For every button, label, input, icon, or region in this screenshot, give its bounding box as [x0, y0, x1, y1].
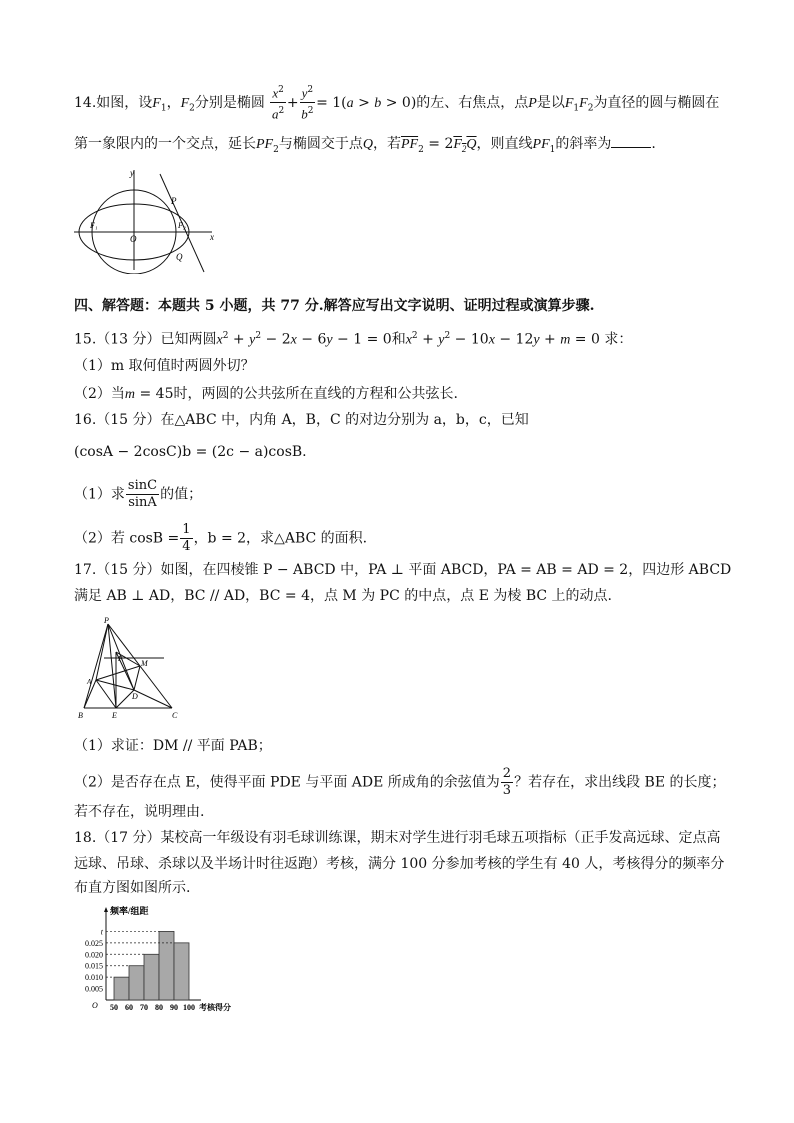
label-f2: F₂ — [178, 221, 186, 230]
ellipse-frac-y: $\frac{y^2}{b^2}$ — [300, 82, 316, 124]
label-f1: F₁ — [90, 221, 98, 230]
q17-text: （2）是否存在点 E，使得平面 PDE 与平面 ADE 所成角的余弦值为 — [74, 774, 500, 791]
x-tick-label: 90 — [170, 1003, 178, 1012]
edge-pb — [84, 624, 108, 708]
q14-text: 14.如图，设 — [74, 94, 153, 111]
q16-frac-den: 4 — [182, 539, 191, 554]
histogram-bar — [129, 966, 144, 1000]
q14-text: 的斜率为 — [555, 136, 612, 152]
q15-text: 求： — [604, 331, 633, 348]
edge-dm — [134, 666, 140, 690]
edge-pe — [108, 624, 116, 708]
q14-text: . — [651, 136, 656, 152]
q15-part2: （2）当m = 45时，两圆的公共弦所在直线的方程和公共弦长. — [74, 386, 458, 402]
y-tick-label: t — [100, 927, 103, 937]
q16-part2 — [74, 522, 367, 555]
histogram-bar — [114, 977, 129, 1000]
q17-part2 — [74, 766, 726, 799]
label-c: C — [172, 711, 178, 720]
q16-equation: (cosA − 2cosC)b = (2c − a)cosB. — [74, 444, 307, 460]
x-tick-label: 80 — [155, 1003, 163, 1012]
q16-stem: 16.（15 分）在△ABC 中，内角 A，B，C 的对边分别为 a，b，c，已知 — [74, 412, 529, 428]
label-y: y — [130, 168, 134, 178]
q14-text: 为直径的圆与椭圆在 — [593, 94, 720, 111]
label-p: P — [104, 616, 109, 625]
label-x: x — [210, 232, 214, 242]
histogram-bar — [144, 954, 159, 1000]
q15-part1: （1）m 取何值时两圆外切？ — [74, 358, 255, 374]
label-a: A — [87, 678, 92, 686]
q14-text: 与椭圆交于点 — [278, 136, 363, 152]
x-tick-label: 60 — [125, 1003, 133, 1012]
q15-text: 时，两圆的公共弦所在直线的方程和公共弦长. — [173, 386, 458, 402]
q15-text: （2）当 — [74, 386, 125, 402]
q14-text: 的左、右焦点，点 — [416, 94, 529, 111]
q18-stem3: 布直方图如图所示. — [74, 880, 191, 896]
pyramid-figure — [74, 614, 184, 724]
ellipse-circle-figure — [72, 166, 222, 274]
q16-frac — [126, 478, 159, 511]
label-e: E — [112, 711, 117, 720]
label-o: O — [130, 234, 137, 244]
ellipse-frac-x: $\frac{x^2}{a^2}$ — [270, 82, 286, 124]
label-q: Q — [176, 252, 183, 262]
q16-frac-num: sinC — [127, 478, 158, 493]
q16-text: 的值； — [160, 486, 203, 503]
label-b: B — [78, 711, 83, 720]
y-tick-label: 0.010 — [85, 973, 103, 983]
q18-stem2: 远球、吊球、杀球以及半场计时往返跑）考核，满分 100 分参加考核的学生有 40 人，考核得分的频率分 — [74, 856, 725, 872]
q15-text: 和 — [391, 331, 406, 348]
x-tick-label: 50 — [110, 1003, 118, 1012]
q16-part1 — [74, 478, 202, 511]
q14-text: 第一象限内的一个交点，延长 — [74, 136, 256, 152]
q14-text: ，则直线 — [476, 136, 533, 152]
histogram-bar — [174, 943, 189, 1000]
q14-text: ，若 — [372, 136, 401, 152]
q17-frac-num: 2 — [502, 766, 512, 781]
edge-dc — [134, 690, 172, 708]
q17-part1: （1）求证：DM // 平面 PAB； — [74, 738, 272, 754]
q16-text: （1）求 — [74, 486, 125, 503]
label-d: D — [132, 692, 138, 701]
y-axis-arrow — [104, 907, 108, 912]
answer-blank — [611, 135, 651, 148]
y-tick-label: 0.025 — [85, 938, 103, 948]
y-tick-label: 0.005 — [85, 984, 103, 994]
y-tick-label: 0.020 — [85, 950, 103, 960]
histogram-bar — [159, 931, 174, 1000]
q17-stem1: 17.（15 分）如图，在四棱锥 P − ABCD 中，PA ⊥ 平面 ABCD，PA = AB = AD = 2，四边形 ABCD — [74, 562, 732, 578]
label-m: M — [141, 659, 148, 668]
q17-stem2: 满足 AB ⊥ AD，BC // AD，BC = 4，点 M 为 PC 的中点，点 E 为棱 BC 上的动点. — [74, 588, 612, 604]
q17-part2-cont: 若不存在，说明理由. — [74, 804, 205, 820]
q16-frac2 — [180, 522, 192, 555]
x-axis-label: 考核得分 — [199, 1003, 231, 1012]
origin-label: O — [92, 1001, 98, 1010]
q16-frac-den: sinA — [128, 495, 157, 510]
q17-text: ？若存在，求出线段 BE 的长度； — [514, 774, 726, 791]
y-tick-label: 0.015 — [85, 961, 103, 971]
q14-text: 分别是椭圆 — [194, 94, 265, 111]
q14-line1: 14.如图，设$F_1$，$F_2$分别是椭圆 $\frac{x^2}{a^2}$ + $\frac{y^2}{b^2}$ = 1(a > b > 0)的左、右焦点，点P是以$F_1F_2$为直径的圆与椭圆在 — [74, 82, 719, 124]
y-axis-label: 频率/组距 — [110, 906, 149, 916]
x-tick-label: 100 — [183, 1003, 195, 1012]
frequency-histogram — [70, 902, 260, 1018]
q15-text: 15.（13 分）已知两圆 — [74, 331, 217, 348]
q16-text: ，b = 2，求△ABC 的面积. — [193, 530, 368, 547]
x-tick-label: 70 — [140, 1003, 148, 1012]
section-title: 四、解答题：本题共 5 小题，共 77 分.解答应写出文字说明、证明过程或演算步骤. — [74, 298, 595, 314]
q16-frac-num: 1 — [182, 522, 191, 537]
q18-stem1: 18.（17 分）某校高一年级设有羽毛球训练课，期末对学生进行羽毛球五项指标（正手发高远球、定点高 — [74, 830, 721, 846]
label-f: F — [118, 655, 123, 663]
label-p: P — [171, 196, 177, 206]
q17-frac — [501, 766, 513, 799]
edge-pa — [96, 624, 108, 680]
q17-frac-den: 3 — [502, 783, 512, 798]
q15-stem: 15.（13 分）已知两圆$x^2 + y^2 - 2x - 6y - 1 = 0$和$x^2 + y^2 - 10x - 12y + m = 0$ 求： — [74, 331, 633, 348]
q14-line2: 第一象限内的一个交点，延长$PF_2$与椭圆交于点Q，若$\overline{PF}_2 = 2F_2Q$，则直线$PF_1$的斜率为 . — [74, 136, 656, 155]
q14-text: 是以 — [536, 94, 565, 111]
edge-am — [96, 666, 140, 680]
q16-text: （2）若 cosB = — [74, 530, 180, 547]
